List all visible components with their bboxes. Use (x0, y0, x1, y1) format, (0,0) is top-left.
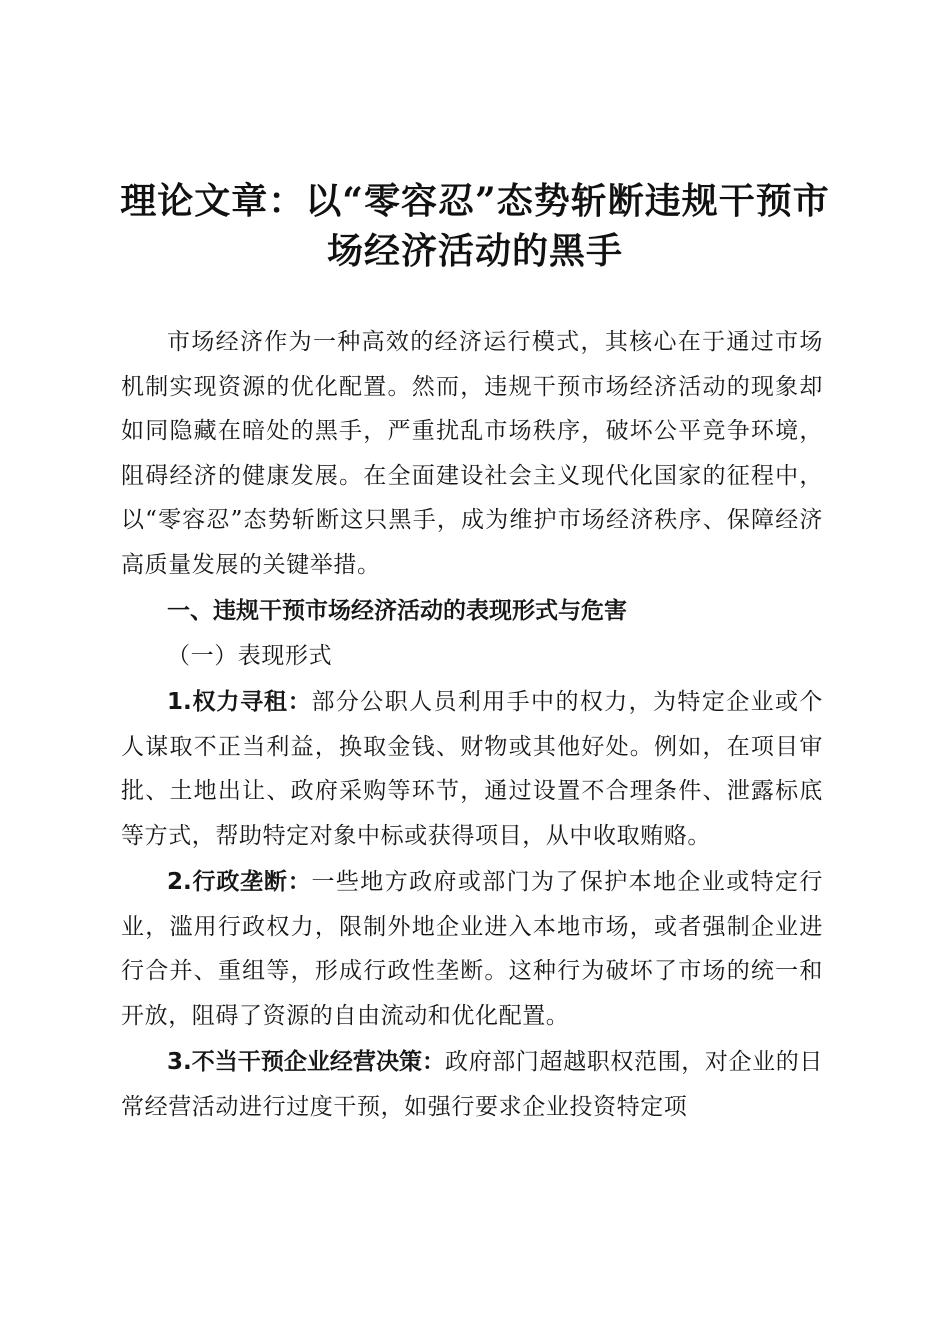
list-item (121, 860, 823, 1038)
list-item (121, 1040, 823, 1129)
item-text: 部分公职人员利用手中的权力，为特定企业或个人谋取不正当利益，换取金钱、财物或其他好处。例如，在项目审批、土地出让、政府采购等环节，通过设置不合理条件、泄露标底等方式，帮助特定对象中标或获得项目，从中收取贿赂。 (121, 689, 823, 849)
item-text: 一些地方政府或部门为了保护本地企业或特定行业，滥用行政权力，限制外地企业进入本地市场，或者强制企业进行合并、重组等，形成行政性垄断。这种行为破坏了市场的统一和开放，阻碍了资源的自由流动和优化配置。 (121, 869, 823, 1029)
item-lead: 3.不当干预企业经营决策： (167, 1049, 446, 1075)
item-lead: 1.权力寻租： (167, 689, 312, 715)
page-title: 理论文章：以“零容忍”态势斩断违规干预市场经济活动的黑手 (120, 180, 830, 272)
item-lead: 2.行政垄断： (167, 869, 312, 895)
intro-paragraph: 市场经济作为一种高效的经济运行模式，其核心在于通过市场机制实现资源的优化配置。然而，违规干预市场经济活动的现象却如同隐藏在暗处的黑手，严重扰乱市场秩序，破坏公平竞争环境，阻碍经济的健康发展。在全面建设社会主义现代化国家的征程中，以“零容忍”态势斩断这只黑手，成为维护市场经济秩序、保障经济高质量发展的关键举措。 (121, 329, 823, 578)
section-heading: 一、违规干预市场经济活动的表现形式与危害 (167, 598, 627, 624)
article-body (121, 320, 823, 1129)
item-text: 政府部门超越职权范围，对企业的日常经营活动进行过度干预，如强行要求企业投资特定项 (121, 1049, 823, 1120)
subsection-heading: （一）表现形式 (167, 642, 333, 669)
list-item (121, 680, 823, 858)
